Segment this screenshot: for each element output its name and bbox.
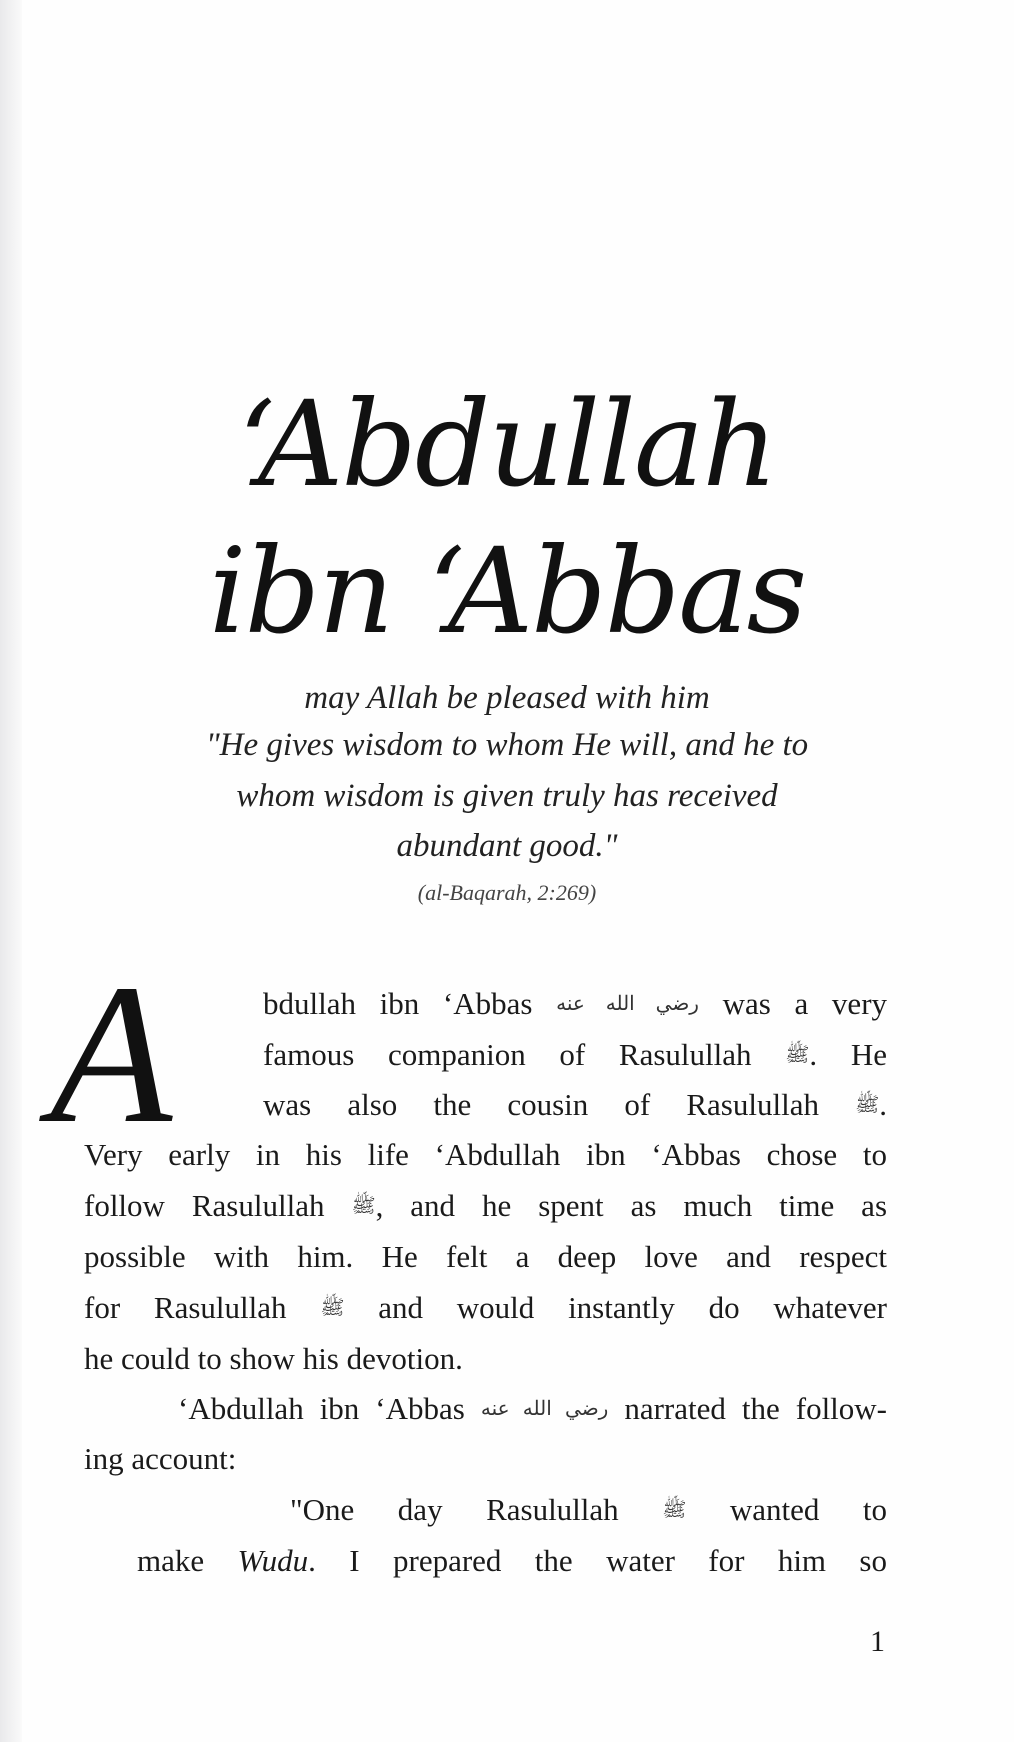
page-number: 1 <box>870 1625 885 1658</box>
body-line: possible with him. He felt a deep love and respect <box>84 1239 887 1274</box>
body-line: famous companion of Rasulullah ﷺ. He <box>263 1037 887 1072</box>
body-line: make Wudu. I prepared the water for him so <box>137 1543 887 1578</box>
drop-cap: A <box>50 944 173 1165</box>
body-line: ‘Abdullah ibn ‘Abbas رضي الله عنه narrated the follow- <box>178 1391 888 1426</box>
body-line: for Rasulullah ﷺ and would instantly do whatever <box>84 1290 888 1325</box>
quote-line: abundant good." <box>396 828 618 864</box>
prophet-honorific-icon: ﷺ <box>785 1044 810 1066</box>
body-line: follow Rasulullah ﷺ, and he spent as much time as <box>84 1188 888 1223</box>
page-edge-shadow <box>0 0 22 1742</box>
quote-source: (al-Baqarah, 2:269) <box>417 880 597 905</box>
body-line: "One day Rasulullah ﷺ wanted to <box>290 1492 887 1527</box>
body-line: ing account: <box>84 1441 237 1476</box>
body-line: he could to show his devotion. <box>84 1341 463 1376</box>
quote-line: whom wisdom is given truly has received <box>236 778 778 814</box>
companion-honorific-icon: رضي الله عنه <box>556 993 699 1015</box>
subtitle: may Allah be pleased with him <box>304 680 710 716</box>
chapter-title-line1: ‘Abdullah <box>237 375 777 513</box>
chapter-title-line2: ibn ‘Abbas <box>208 522 806 660</box>
companion-honorific-icon: رضي الله عنه <box>480 1398 609 1420</box>
prophet-honorific-icon: ﷺ <box>662 1499 687 1521</box>
prophet-honorific-icon: ﷺ <box>855 1094 880 1116</box>
body-line: was also the cousin of Rasulullah ﷺ. <box>263 1087 887 1122</box>
prophet-honorific-icon: ﷺ <box>351 1195 376 1217</box>
prophet-honorific-icon: ﷺ <box>320 1297 345 1319</box>
body-line: bdullah ibn ‘Abbas رضي الله عنه was a very <box>263 986 888 1021</box>
body-line: Very early in his life ‘Abdullah ibn ‘Abbas chose to <box>84 1137 887 1172</box>
quote-line: "He gives wisdom to whom He will, and he to <box>205 727 809 763</box>
